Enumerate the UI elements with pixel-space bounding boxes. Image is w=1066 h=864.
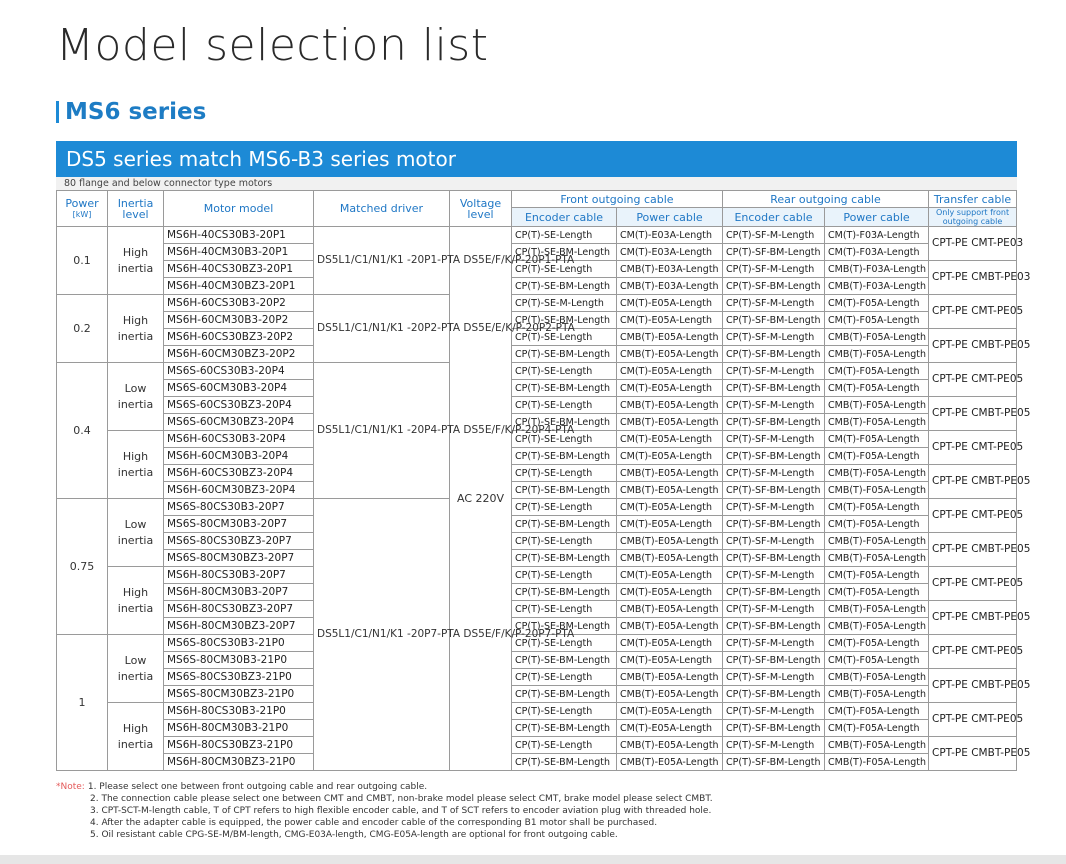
cable-cell-fe: CP(T)-SE-BM-Length <box>512 312 617 329</box>
cable-cell-fe: CP(T)-SE-Length <box>512 703 617 720</box>
cable-cell-re: CP(T)-SF-BM-Length <box>723 380 825 397</box>
transfer-cable-cell: CPT-PE CMBT-PE03 <box>929 261 1017 295</box>
matched-driver-cell: DS5L1/C1/N1/K1 -20P2-PTA DS5E/E/K/P-20P2-PTA <box>314 295 450 363</box>
notes-section <box>56 781 713 841</box>
table-row <box>57 703 1017 720</box>
cable-cell-rp: CMB(T)-F05A-Length <box>825 686 929 703</box>
matched-driver-cell: DS5L1/C1/N1/K1 -20P7-PTA DS5E/F/K/P-20P7-PTA <box>314 499 450 771</box>
motor-model-cell: MS6H-80CS30B3-20P7 <box>164 567 314 584</box>
inertia-cell: Low inertia <box>108 363 164 431</box>
cable-cell-rp: CMB(T)-F05A-Length <box>825 737 929 754</box>
model-selection-table <box>56 190 1031 771</box>
cable-cell-re: CP(T)-SF-BM-Length <box>723 720 825 737</box>
power-cell: 0.2 <box>57 295 108 363</box>
table-row <box>57 227 1017 244</box>
cable-cell-fp: CMB(T)-E05A-Length <box>617 465 723 482</box>
cable-cell-rp: CMB(T)-F05A-Length <box>825 601 929 618</box>
cable-cell-fe: CP(T)-SE-Length <box>512 601 617 618</box>
motor-model-cell: MS6S-80CS30B3-20P7 <box>164 499 314 516</box>
motor-model-cell: MS6H-40CS30BZ3-20P1 <box>164 261 314 278</box>
table-row <box>57 278 1017 295</box>
cable-cell-fp: CMB(T)-E05A-Length <box>617 754 723 771</box>
cable-cell-re: CP(T)-SF-BM-Length <box>723 448 825 465</box>
cable-cell-fe: CP(T)-SE-BM-Length <box>512 244 617 261</box>
motor-model-cell: MS6H-40CM30BZ3-20P1 <box>164 278 314 295</box>
transfer-cable-cell: CPT-PE CMT-PE05 <box>929 567 1017 601</box>
cable-cell-fp: CMB(T)-E03A-Length <box>617 261 723 278</box>
cable-cell-fe: CP(T)-SE-Length <box>512 227 617 244</box>
cable-cell-re: CP(T)-SF-M-Length <box>723 567 825 584</box>
motor-model-cell: MS6H-80CM30B3-21P0 <box>164 720 314 737</box>
cable-cell-re: CP(T)-SF-M-Length <box>723 227 825 244</box>
cable-cell-rp: CMB(T)-F05A-Length <box>825 482 929 499</box>
cable-cell-re: CP(T)-SF-M-Length <box>723 431 825 448</box>
motor-model-cell: MS6S-60CM30B3-20P4 <box>164 380 314 397</box>
header-motor-model: Motor model <box>164 191 314 227</box>
cable-cell-rp: CMB(T)-F05A-Length <box>825 533 929 550</box>
motor-model-cell: MS6H-60CS30BZ3-20P2 <box>164 329 314 346</box>
cable-cell-re: CP(T)-SF-M-Length <box>723 397 825 414</box>
transfer-cable-cell: CPT-PE CMBT-PE05 <box>929 533 1017 567</box>
motor-model-cell: MS6H-60CM30B3-20P2 <box>164 312 314 329</box>
cable-cell-re: CP(T)-SF-BM-Length <box>723 414 825 431</box>
table-row <box>57 431 1017 448</box>
power-cell: 0.1 <box>57 227 108 295</box>
transfer-cable-cell: CPT-PE CMT-PE05 <box>929 499 1017 533</box>
motor-model-cell: MS6S-60CS30BZ3-20P4 <box>164 397 314 414</box>
motor-model-cell: MS6S-80CS30BZ3-21P0 <box>164 669 314 686</box>
page-title: Model selection list <box>56 20 489 71</box>
table-row <box>57 465 1017 482</box>
note-item: 3. CPT-SCT-M-length cable, T of CPT refers to high flexible encoder cable, and T of SCT refers to encoder aviation plug with threaded hole. <box>90 806 712 816</box>
cable-cell-fp: CM(T)-E05A-Length <box>617 363 723 380</box>
header-power-unit: [kW] <box>72 209 92 219</box>
inertia-cell: High inertia <box>108 431 164 499</box>
cable-cell-fp: CM(T)-E05A-Length <box>617 448 723 465</box>
inertia-cell: High inertia <box>108 567 164 635</box>
cable-cell-fe: CP(T)-SE-BM-Length <box>512 448 617 465</box>
table-row <box>57 363 1017 380</box>
cable-cell-fp: CMB(T)-E05A-Length <box>617 533 723 550</box>
cable-cell-re: CP(T)-SF-BM-Length <box>723 550 825 567</box>
cable-cell-re: CP(T)-SF-M-Length <box>723 669 825 686</box>
cable-cell-fe: CP(T)-SE-BM-Length <box>512 686 617 703</box>
table-row <box>57 414 1017 431</box>
cable-cell-re: CP(T)-SF-M-Length <box>723 601 825 618</box>
motor-model-cell: MS6S-80CS30BZ3-20P7 <box>164 533 314 550</box>
table-row <box>57 720 1017 737</box>
motor-model-cell: MS6H-80CS30BZ3-21P0 <box>164 737 314 754</box>
cable-cell-fp: CM(T)-E03A-Length <box>617 244 723 261</box>
cable-cell-re: CP(T)-SF-M-Length <box>723 533 825 550</box>
motor-model-cell: MS6H-60CS30BZ3-20P4 <box>164 465 314 482</box>
cable-cell-fp: CM(T)-E05A-Length <box>617 431 723 448</box>
voltage-cell: AC 220V <box>450 227 512 771</box>
header-encoder-cable-rear: Encoder cable <box>723 208 825 227</box>
table-row <box>57 499 1017 516</box>
table-row <box>57 754 1017 771</box>
cable-cell-fp: CMB(T)-E05A-Length <box>617 346 723 363</box>
inertia-cell: Low inertia <box>108 635 164 703</box>
motor-model-cell: MS6H-40CM30B3-20P1 <box>164 244 314 261</box>
motor-model-cell: MS6S-80CS30B3-21P0 <box>164 635 314 652</box>
cable-cell-fe: CP(T)-SE-BM-Length <box>512 618 617 635</box>
cable-cell-fp: CMB(T)-E05A-Length <box>617 482 723 499</box>
header-transfer-cable: Transfer cable <box>929 191 1017 208</box>
table-row <box>57 244 1017 261</box>
cable-cell-fe: CP(T)-SE-Length <box>512 261 617 278</box>
cable-cell-rp: CMB(T)-F05A-Length <box>825 618 929 635</box>
inertia-cell: High inertia <box>108 227 164 295</box>
table-row <box>57 295 1017 312</box>
cable-cell-fp: CM(T)-E05A-Length <box>617 584 723 601</box>
transfer-cable-cell: CPT-PE CMT-PE05 <box>929 635 1017 669</box>
cable-cell-fe: CP(T)-SE-BM-Length <box>512 380 617 397</box>
cable-cell-fe: CP(T)-SE-Length <box>512 669 617 686</box>
cable-cell-rp: CM(T)-F05A-Length <box>825 499 929 516</box>
motor-model-cell: MS6S-80CM30B3-21P0 <box>164 652 314 669</box>
header-power-label: Power <box>65 196 99 210</box>
cable-cell-rp: CMB(T)-F05A-Length <box>825 550 929 567</box>
cable-cell-rp: CM(T)-F05A-Length <box>825 295 929 312</box>
cable-cell-fe: CP(T)-SE-BM-Length <box>512 550 617 567</box>
cable-cell-fe: CP(T)-SE-Length <box>512 567 617 584</box>
table-row <box>57 737 1017 754</box>
header-inertia: Inertia level <box>108 191 164 227</box>
cable-cell-rp: CM(T)-F05A-Length <box>825 363 929 380</box>
series-title: MS6 series <box>65 99 207 125</box>
table-row <box>57 584 1017 601</box>
cable-cell-fe: CP(T)-SE-Length <box>512 397 617 414</box>
table-row <box>57 550 1017 567</box>
cable-cell-fe: CP(T)-SE-BM-Length <box>512 516 617 533</box>
cable-cell-re: CP(T)-SF-M-Length <box>723 703 825 720</box>
note-item: 4. After the adapter cable is equipped, the power cable and encoder cable of the corresponding B1 motor shall be purchased. <box>90 818 658 828</box>
cable-cell-rp: CM(T)-F05A-Length <box>825 312 929 329</box>
table-row <box>57 567 1017 584</box>
table-row <box>57 397 1017 414</box>
cable-cell-rp: CMB(T)-F03A-Length <box>825 278 929 295</box>
table-row <box>57 669 1017 686</box>
table-row <box>57 652 1017 669</box>
cable-cell-fe: CP(T)-SE-BM-Length <box>512 652 617 669</box>
cable-cell-fp: CM(T)-E05A-Length <box>617 703 723 720</box>
cable-cell-fe: CP(T)-SE-BM-Length <box>512 346 617 363</box>
transfer-cable-cell: CPT-PE CMBT-PE05 <box>929 669 1017 703</box>
cable-cell-rp: CMB(T)-F05A-Length <box>825 346 929 363</box>
footer-bar <box>0 855 1066 864</box>
table-row <box>57 635 1017 652</box>
cable-cell-rp: CMB(T)-F05A-Length <box>825 465 929 482</box>
motor-model-cell: MS6S-80CM30BZ3-21P0 <box>164 686 314 703</box>
cable-cell-rp: CM(T)-F05A-Length <box>825 448 929 465</box>
header-rear-cable: Rear outgoing cable <box>723 191 929 208</box>
table-row <box>57 516 1017 533</box>
power-cell: 1 <box>57 635 108 771</box>
table-row <box>57 618 1017 635</box>
cable-cell-re: CP(T)-SF-BM-Length <box>723 686 825 703</box>
cable-cell-rp: CMB(T)-F03A-Length <box>825 261 929 278</box>
cable-cell-fe: CP(T)-SE-BM-Length <box>512 754 617 771</box>
cable-cell-fp: CMB(T)-E05A-Length <box>617 669 723 686</box>
header-encoder-cable-front: Encoder cable <box>512 208 617 227</box>
notes-label: *Note: <box>56 782 85 792</box>
matched-driver-cell: DS5L1/C1/N1/K1 -20P1-PTA DS5E/F/K/P-20P1-PTA <box>314 227 450 295</box>
header-power-cable-front: Power cable <box>617 208 723 227</box>
transfer-cable-cell: CPT-PE CMBT-PE05 <box>929 737 1017 771</box>
cable-cell-rp: CMB(T)-F05A-Length <box>825 754 929 771</box>
table-row <box>57 312 1017 329</box>
cable-cell-fp: CMB(T)-E05A-Length <box>617 550 723 567</box>
cable-cell-fe: CP(T)-SE-Length <box>512 363 617 380</box>
motor-model-cell: MS6H-80CM30BZ3-21P0 <box>164 754 314 771</box>
cable-cell-re: CP(T)-SF-BM-Length <box>723 584 825 601</box>
cable-cell-fe: CP(T)-SE-Length <box>512 737 617 754</box>
cable-cell-fp: CMB(T)-E05A-Length <box>617 618 723 635</box>
cable-cell-re: CP(T)-SF-BM-Length <box>723 244 825 261</box>
header-power-cable-rear: Power cable <box>825 208 929 227</box>
cable-cell-re: CP(T)-SF-BM-Length <box>723 652 825 669</box>
note-item: 5. Oil resistant cable CPG-SE-M/BM-length, CMG-E03A-length, CMG-E05A-length are optional for front outgoing cable. <box>90 830 618 840</box>
cable-cell-fp: CMB(T)-E03A-Length <box>617 278 723 295</box>
header-matched-driver: Matched driver <box>314 191 450 227</box>
table-row <box>57 261 1017 278</box>
header-front-cable: Front outgoing cable <box>512 191 723 208</box>
motor-model-cell: MS6H-80CM30BZ3-20P7 <box>164 618 314 635</box>
cable-cell-fp: CM(T)-E03A-Length <box>617 227 723 244</box>
cable-cell-fp: CM(T)-E05A-Length <box>617 652 723 669</box>
motor-model-cell: MS6S-80CM30B3-20P7 <box>164 516 314 533</box>
cable-cell-re: CP(T)-SF-BM-Length <box>723 754 825 771</box>
cable-cell-re: CP(T)-SF-M-Length <box>723 499 825 516</box>
inertia-cell: High inertia <box>108 295 164 363</box>
table-row <box>57 346 1017 363</box>
table-row <box>57 601 1017 618</box>
table-row <box>57 533 1017 550</box>
cable-cell-fp: CM(T)-E05A-Length <box>617 499 723 516</box>
motor-model-cell: MS6H-80CM30B3-20P7 <box>164 584 314 601</box>
cable-cell-fe: CP(T)-SE-BM-Length <box>512 482 617 499</box>
table-row <box>57 329 1017 346</box>
motor-model-cell: MS6H-60CS30B3-20P4 <box>164 431 314 448</box>
cable-cell-fp: CM(T)-E05A-Length <box>617 720 723 737</box>
power-cell: 0.75 <box>57 499 108 635</box>
motor-model-cell: MS6H-60CM30BZ3-20P4 <box>164 482 314 499</box>
transfer-cable-cell: CPT-PE CMBT-PE05 <box>929 329 1017 363</box>
table-body <box>57 227 1031 771</box>
transfer-cable-cell: CPT-PE CMT-PE05 <box>929 295 1017 329</box>
transfer-cable-cell: CPT-PE CMT-PE03 <box>929 227 1017 261</box>
cable-cell-fp: CM(T)-E05A-Length <box>617 295 723 312</box>
cable-cell-rp: CMB(T)-F05A-Length <box>825 397 929 414</box>
cable-cell-fe: CP(T)-SE-BM-Length <box>512 584 617 601</box>
cable-cell-rp: CM(T)-F05A-Length <box>825 380 929 397</box>
cable-cell-re: CP(T)-SF-M-Length <box>723 295 825 312</box>
motor-model-cell: MS6H-60CM30BZ3-20P2 <box>164 346 314 363</box>
cable-cell-re: CP(T)-SF-BM-Length <box>723 278 825 295</box>
cable-cell-fe: CP(T)-SE-BM-Length <box>512 414 617 431</box>
cable-cell-rp: CMB(T)-F05A-Length <box>825 329 929 346</box>
cable-cell-fp: CMB(T)-E05A-Length <box>617 329 723 346</box>
table-row <box>57 482 1017 499</box>
cable-cell-fp: CMB(T)-E05A-Length <box>617 737 723 754</box>
cable-cell-fe: CP(T)-SE-Length <box>512 329 617 346</box>
power-cell: 0.4 <box>57 363 108 499</box>
cable-cell-re: CP(T)-SF-BM-Length <box>723 312 825 329</box>
table-row <box>57 380 1017 397</box>
cable-cell-re: CP(T)-SF-BM-Length <box>723 618 825 635</box>
cable-cell-rp: CM(T)-F05A-Length <box>825 567 929 584</box>
cable-cell-re: CP(T)-SF-M-Length <box>723 329 825 346</box>
header-voltage: Voltage level <box>450 191 512 227</box>
cable-cell-re: CP(T)-SF-M-Length <box>723 363 825 380</box>
sub-note: 80 flange and below connector type motors <box>64 178 273 189</box>
motor-model-cell: MS6H-80CS30B3-21P0 <box>164 703 314 720</box>
motor-model-cell: MS6H-80CS30BZ3-20P7 <box>164 601 314 618</box>
cable-cell-rp: CM(T)-F05A-Length <box>825 431 929 448</box>
cable-cell-fp: CMB(T)-E05A-Length <box>617 686 723 703</box>
cable-cell-re: CP(T)-SF-M-Length <box>723 465 825 482</box>
matched-driver-cell: DS5L1/C1/N1/K1 -20P4-PTA DS5E/F/K/P-20P4-PTA <box>314 363 450 499</box>
note-item: 1. Please select one between front outgoing cable and rear outgoing cable. <box>87 782 428 792</box>
motor-model-cell: MS6H-60CM30B3-20P4 <box>164 448 314 465</box>
cable-cell-fe: CP(T)-SE-Length <box>512 465 617 482</box>
series-heading <box>56 98 206 126</box>
header-transfer-note: Only support front outgoing cable <box>929 208 1017 227</box>
cable-cell-fp: CM(T)-E05A-Length <box>617 380 723 397</box>
inertia-cell: Low inertia <box>108 499 164 567</box>
cable-cell-fe: CP(T)-SE-Length <box>512 499 617 516</box>
series-accent-bar <box>56 101 59 123</box>
cable-cell-re: CP(T)-SF-M-Length <box>723 635 825 652</box>
cable-cell-re: CP(T)-SF-BM-Length <box>723 346 825 363</box>
transfer-cable-cell: CPT-PE CMT-PE05 <box>929 431 1017 465</box>
transfer-cable-cell: CPT-PE CMBT-PE05 <box>929 601 1017 635</box>
cable-cell-fp: CMB(T)-E05A-Length <box>617 414 723 431</box>
cable-cell-fe: CP(T)-SE-Length <box>512 533 617 550</box>
cable-cell-fp: CMB(T)-E05A-Length <box>617 397 723 414</box>
cable-cell-fp: CM(T)-E05A-Length <box>617 312 723 329</box>
cable-cell-fe: CP(T)-SE-BM-Length <box>512 278 617 295</box>
cable-cell-rp: CM(T)-F05A-Length <box>825 635 929 652</box>
motor-model-cell: MS6S-60CM30BZ3-20P4 <box>164 414 314 431</box>
cable-cell-rp: CM(T)-F05A-Length <box>825 720 929 737</box>
cable-cell-rp: CM(T)-F05A-Length <box>825 652 929 669</box>
cable-cell-fp: CMB(T)-E05A-Length <box>617 601 723 618</box>
cable-cell-fp: CM(T)-E05A-Length <box>617 567 723 584</box>
table-banner: DS5 series match MS6-B3 series motor <box>56 141 1017 177</box>
cable-cell-fp: CM(T)-E05A-Length <box>617 635 723 652</box>
transfer-cable-cell: CPT-PE CMBT-PE05 <box>929 465 1017 499</box>
cable-cell-rp: CM(T)-F03A-Length <box>825 244 929 261</box>
cable-cell-rp: CM(T)-F03A-Length <box>825 227 929 244</box>
inertia-cell: High inertia <box>108 703 164 771</box>
cable-cell-re: CP(T)-SF-BM-Length <box>723 516 825 533</box>
cable-cell-rp: CMB(T)-F05A-Length <box>825 669 929 686</box>
cable-cell-rp: CMB(T)-F05A-Length <box>825 414 929 431</box>
motor-model-cell: MS6H-60CS30B3-20P2 <box>164 295 314 312</box>
cable-cell-rp: CM(T)-F05A-Length <box>825 703 929 720</box>
cable-cell-fe: CP(T)-SE-BM-Length <box>512 720 617 737</box>
transfer-cable-cell: CPT-PE CMT-PE05 <box>929 703 1017 737</box>
cable-cell-rp: CM(T)-F05A-Length <box>825 516 929 533</box>
transfer-cable-cell: CPT-PE CMBT-PE05 <box>929 397 1017 431</box>
motor-model-cell: MS6S-60CS30B3-20P4 <box>164 363 314 380</box>
motor-model-cell: MS6H-40CS30B3-20P1 <box>164 227 314 244</box>
cable-cell-rp: CM(T)-F05A-Length <box>825 584 929 601</box>
note-item: 2. The connection cable please select one between CMT and CMBT, non-brake model please select CMT, brake model please select CMBT. <box>90 794 713 804</box>
table-row <box>57 686 1017 703</box>
motor-model-cell: MS6S-80CM30BZ3-20P7 <box>164 550 314 567</box>
header-power <box>57 191 108 227</box>
cable-cell-re: CP(T)-SF-M-Length <box>723 261 825 278</box>
transfer-cable-cell: CPT-PE CMT-PE05 <box>929 363 1017 397</box>
cable-cell-fe: CP(T)-SE-Length <box>512 635 617 652</box>
table-row <box>57 448 1017 465</box>
cable-cell-re: CP(T)-SF-BM-Length <box>723 482 825 499</box>
cable-cell-re: CP(T)-SF-M-Length <box>723 737 825 754</box>
cable-cell-fe: CP(T)-SE-M-Length <box>512 295 617 312</box>
cable-cell-fe: CP(T)-SE-Length <box>512 431 617 448</box>
cable-cell-fp: CM(T)-E05A-Length <box>617 516 723 533</box>
